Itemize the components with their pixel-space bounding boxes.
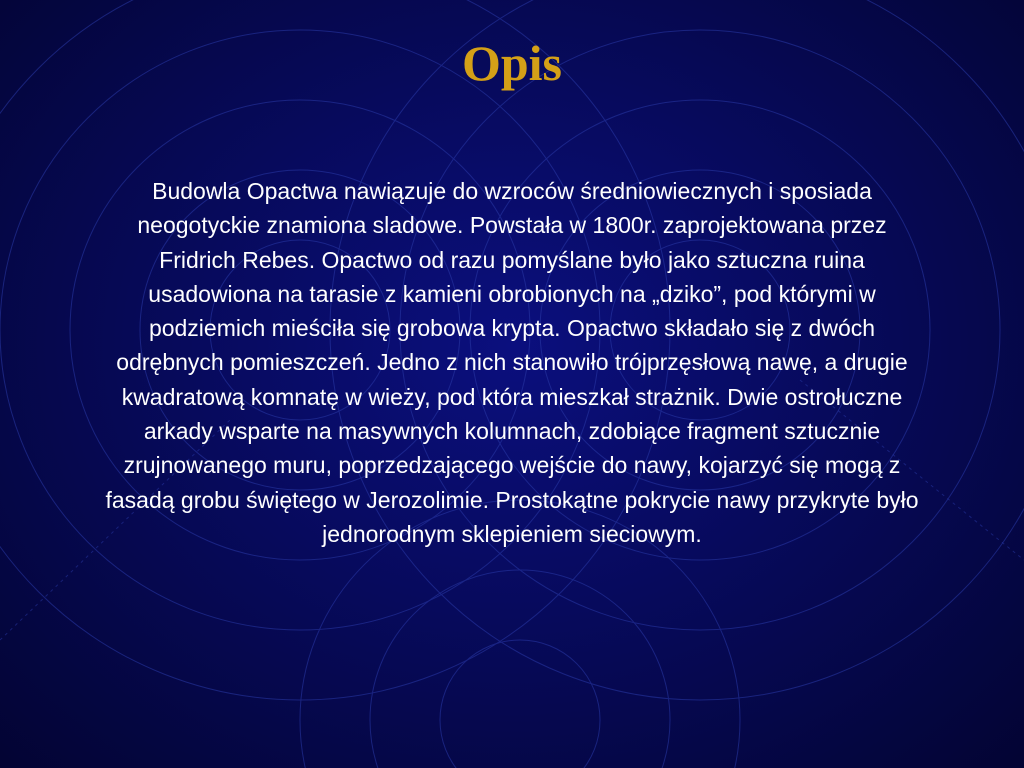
slide-body-text: Budowla Opactwa nawiązuje do wzroców średniowiecznych i sposiada neogotyckie znamiona sladowe. Powstała w 1800r. zaprojektowana przez Fridrich Rebes. Opactwo od razu pomyślane było jako sztuczna ruina usadowiona na tarasie z kamieni obrobionych na „dziko”, pod którymi w podziemich mieściła się grobowa krypta. Opactwo składało się z dwóch odrębnych pomieszczeń. Jedno z nich stanowiło trójprzęsłową nawę, a drugie kwadratową komnatę w wieży, pod która mieszkał strażnik. Dwie ostrołuczne arkady wsparte na masywnych kolumnach, zdobiące fragment sztucznie zrujnowanego muru, poprzedzającego wejście do nawy, kojarzyć się mogą z fasadą grobu świętego w Jerozolimie. Prostokątne pokrycie nawy przykryte było jednorodnym sklepieniem sieciowym. <box>105 178 919 547</box>
slide-title: Opis <box>461 35 563 91</box>
